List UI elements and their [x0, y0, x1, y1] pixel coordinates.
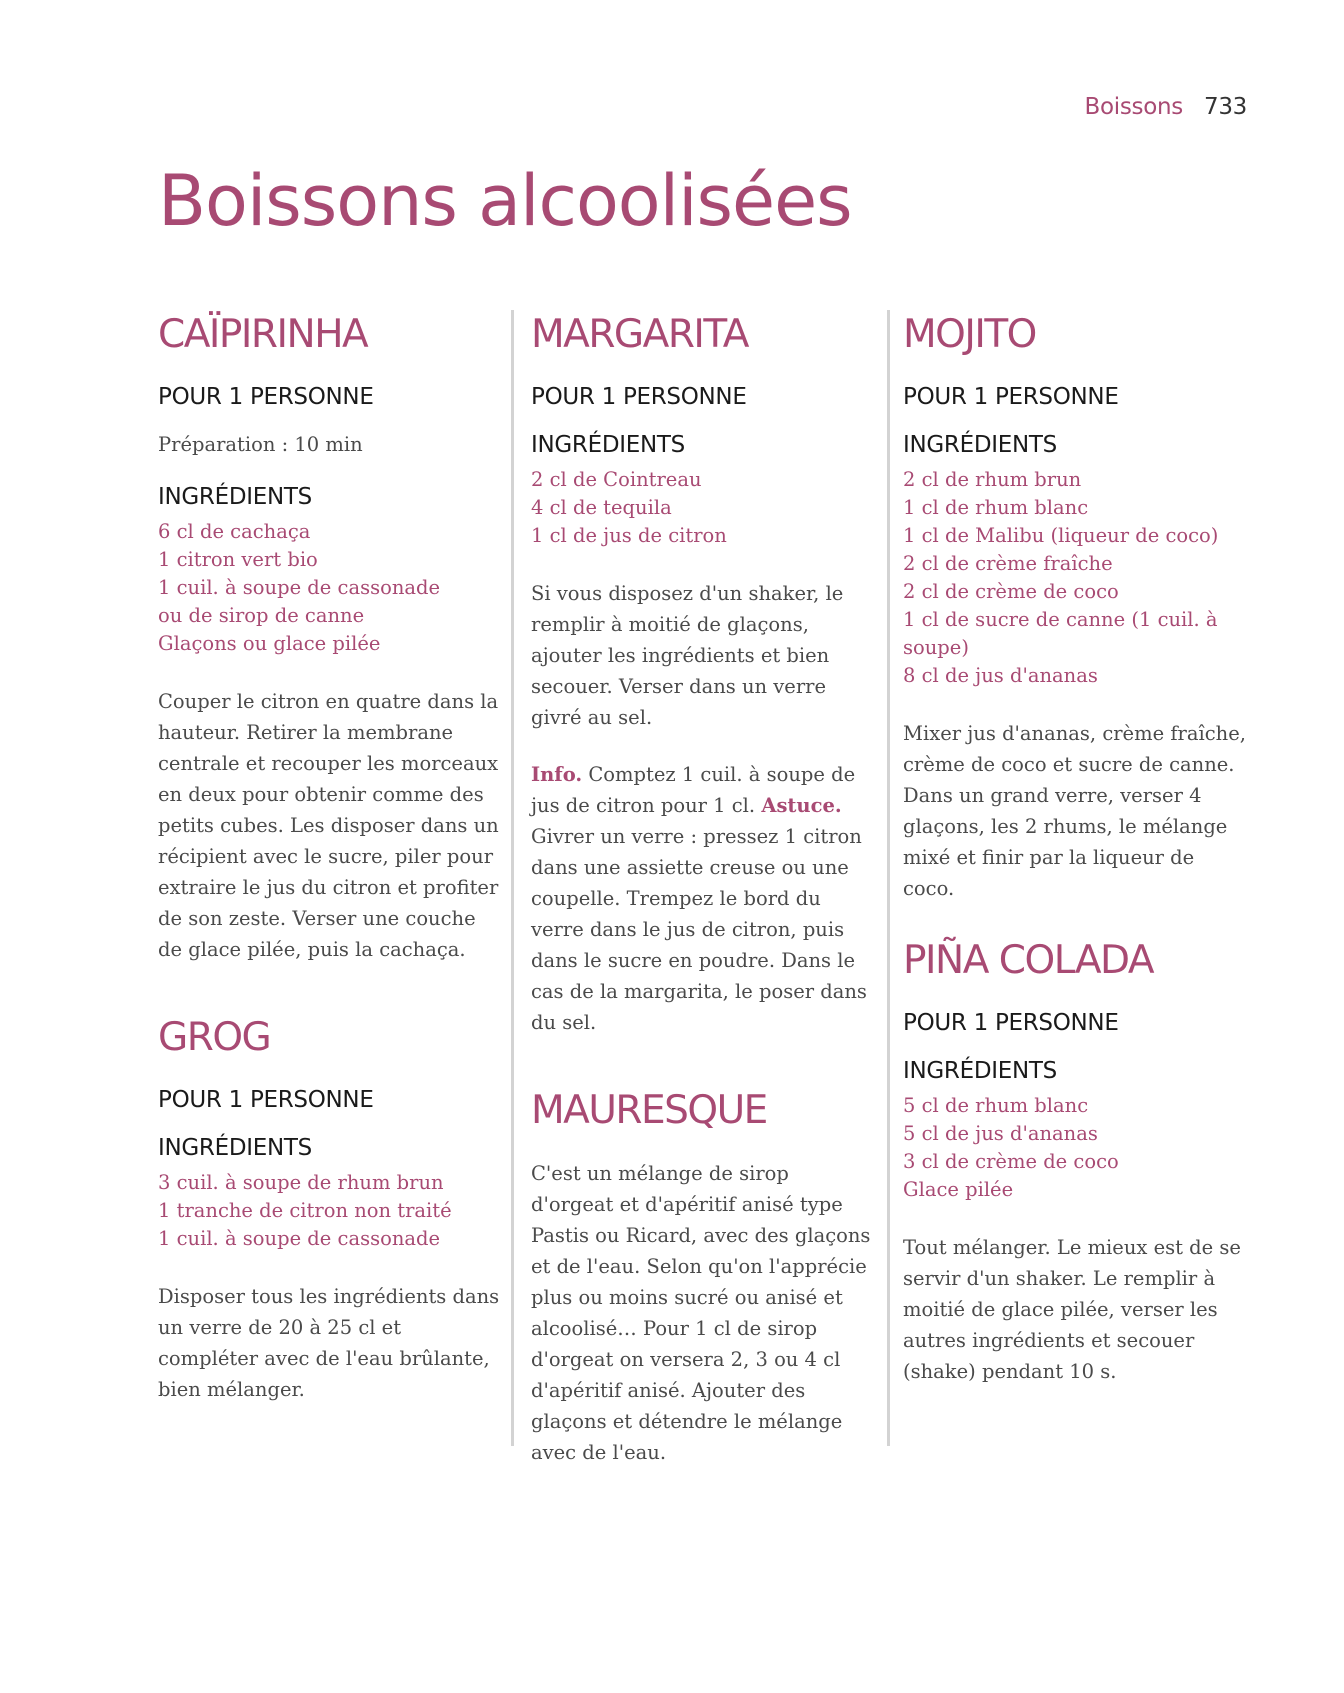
tip-label: Astuce. — [761, 794, 842, 817]
recipe-mojito — [903, 308, 1248, 904]
column-3 — [903, 308, 1248, 1413]
ingredient-item: 3 cl de crème de coco — [903, 1150, 1119, 1173]
ingredient-item: 2 cl de Cointreau — [531, 468, 702, 491]
ingredients-heading: INGRÉDIENTS — [903, 1058, 1057, 1084]
recipe-title: MAURESQUE — [531, 1088, 767, 1133]
info-label: Info. — [531, 763, 583, 786]
ingredient-item: 1 cl de jus de citron — [531, 524, 727, 547]
serves-label: POUR 1 PERSONNE — [158, 1087, 374, 1113]
method-text: Mixer jus d'ananas, crème fraîche, crème de coco et sucre de canne. Dans un grand verre, verser 4 glaçons, les 2 rhums, le mélange mixé et finir par la liqueur de coco. — [903, 722, 1246, 900]
ingredients-heading: INGRÉDIENTS — [903, 432, 1057, 458]
ingredient-item: 1 cl de Malibu (liqueur de coco) — [903, 524, 1219, 547]
method-text: Tout mélanger. Le mieux est de se servir d'un shaker. Le remplir à moitié de glace pilée, verser les autres ingrédients et secouer (shake) pendant 10 s. — [903, 1236, 1241, 1383]
ingredients-list — [158, 1169, 503, 1253]
recipe-title: PIÑA COLADA — [903, 938, 1154, 983]
ingredient-item: 4 cl de tequila — [531, 496, 672, 519]
ingredients-list — [158, 518, 503, 658]
recipe-title: MARGARITA — [531, 312, 748, 357]
ingredient-item: 5 cl de jus d'ananas — [903, 1122, 1098, 1145]
recipe-caipirinha — [158, 308, 503, 965]
column-divider-2 — [887, 310, 890, 1446]
ingredient-item: 3 cuil. à soupe de rhum brun — [158, 1171, 444, 1194]
method-text: C'est un mélange de sirop d'orgeat et d'apéritif anisé type Pastis ou Ricard, avec des glaçons et de l'eau. Selon qu'on l'apprécie plus ou moins sucré ou anisé et alcoolisé… Pour 1 cl de sirop d'orgeat on versera 2, 3 ou 4 cl d'apéritif anisé. Ajouter des glaçons et détendre le mélange avec de l'eau. — [531, 1162, 871, 1464]
method-text: Si vous disposez d'un shaker, le remplir à moitié de glaçons, ajouter les ingrédients et bien secouer. Verser dans un verre givré au sel. — [531, 582, 844, 729]
ingredients-list — [531, 466, 876, 550]
prep-time: Préparation : 10 min — [158, 433, 363, 456]
serves-label: POUR 1 PERSONNE — [903, 384, 1119, 410]
column-1 — [158, 308, 503, 1431]
page-title: Boissons alcoolisées — [158, 160, 852, 242]
recipe-title: MOJITO — [903, 312, 1036, 357]
column-divider-1 — [511, 310, 514, 1446]
ingredient-item: 1 cuil. à soupe de cassonade — [158, 576, 441, 599]
recipe-grog — [158, 1011, 503, 1405]
method-text: Disposer tous les ingrédients dans un verre de 20 à 25 cl et compléter avec de l'eau brûlante, bien mélanger. — [158, 1285, 500, 1401]
ingredients-heading: INGRÉDIENTS — [158, 484, 312, 510]
ingredient-item: 8 cl de jus d'ananas — [903, 664, 1098, 687]
recipe-title: CAÏPIRINHA — [158, 312, 368, 357]
ingredient-item: 6 cl de cachaça — [158, 520, 311, 543]
tip-paragraph — [531, 759, 876, 1038]
serves-label: POUR 1 PERSONNE — [903, 1010, 1119, 1036]
recipe-margarita — [531, 308, 876, 1038]
serves-label: POUR 1 PERSONNE — [158, 384, 374, 410]
ingredients-heading: INGRÉDIENTS — [158, 1135, 312, 1161]
ingredient-item: 1 cuil. à soupe de cassonade — [158, 1227, 441, 1250]
ingredient-item: 5 cl de rhum blanc — [903, 1094, 1089, 1117]
ingredient-item: 1 cl de rhum blanc — [903, 496, 1089, 519]
page-number: 733 — [1204, 94, 1247, 120]
ingredients-list — [903, 1092, 1248, 1204]
recipe-pina-colada — [903, 934, 1248, 1387]
ingredient-item: 2 cl de crème de coco — [903, 580, 1119, 603]
ingredient-item: 1 tranche de citron non traité — [158, 1199, 452, 1222]
ingredient-item: ou de sirop de canne — [158, 604, 365, 627]
method-text: Couper le citron en quatre dans la hauteur. Retirer la membrane centrale et recouper les morceaux en deux pour obtenir comme des petits cubes. Les disposer dans un récipient avec le sucre, piler pour extraire le jus du citron et profiter de son zeste. Verser une couche de glace pilée, puis la cachaça. — [158, 690, 499, 961]
tip-text: Givrer un verre : pressez 1 citron dans une assiette creuse ou une coupelle. Trempez le bord du verre dans le jus de citron, puis dans le sucre en poudre. Dans le cas de la margarita, le poser dans du sel. — [531, 825, 867, 1034]
ingredient-item: 2 cl de crème fraîche — [903, 552, 1113, 575]
recipe-title: GROG — [158, 1015, 271, 1060]
ingredient-item: 1 citron vert bio — [158, 548, 318, 571]
ingredients-heading: INGRÉDIENTS — [531, 432, 685, 458]
info-text: Comptez 1 cuil. à soupe de jus de citron pour 1 cl. — [531, 763, 856, 817]
ingredient-item: Glaçons ou glace pilée — [158, 632, 381, 655]
ingredient-item: Glace pilée — [903, 1178, 1014, 1201]
running-head — [1085, 94, 1247, 120]
running-head-section: Boissons — [1084, 94, 1183, 120]
serves-label: POUR 1 PERSONNE — [531, 384, 747, 410]
column-2 — [531, 308, 876, 1494]
ingredients-list — [903, 466, 1248, 690]
ingredient-item: 1 cl de sucre de canne (1 cuil. à soupe) — [903, 608, 1218, 659]
recipe-mauresque — [531, 1084, 876, 1468]
ingredient-item: 2 cl de rhum brun — [903, 468, 1082, 491]
